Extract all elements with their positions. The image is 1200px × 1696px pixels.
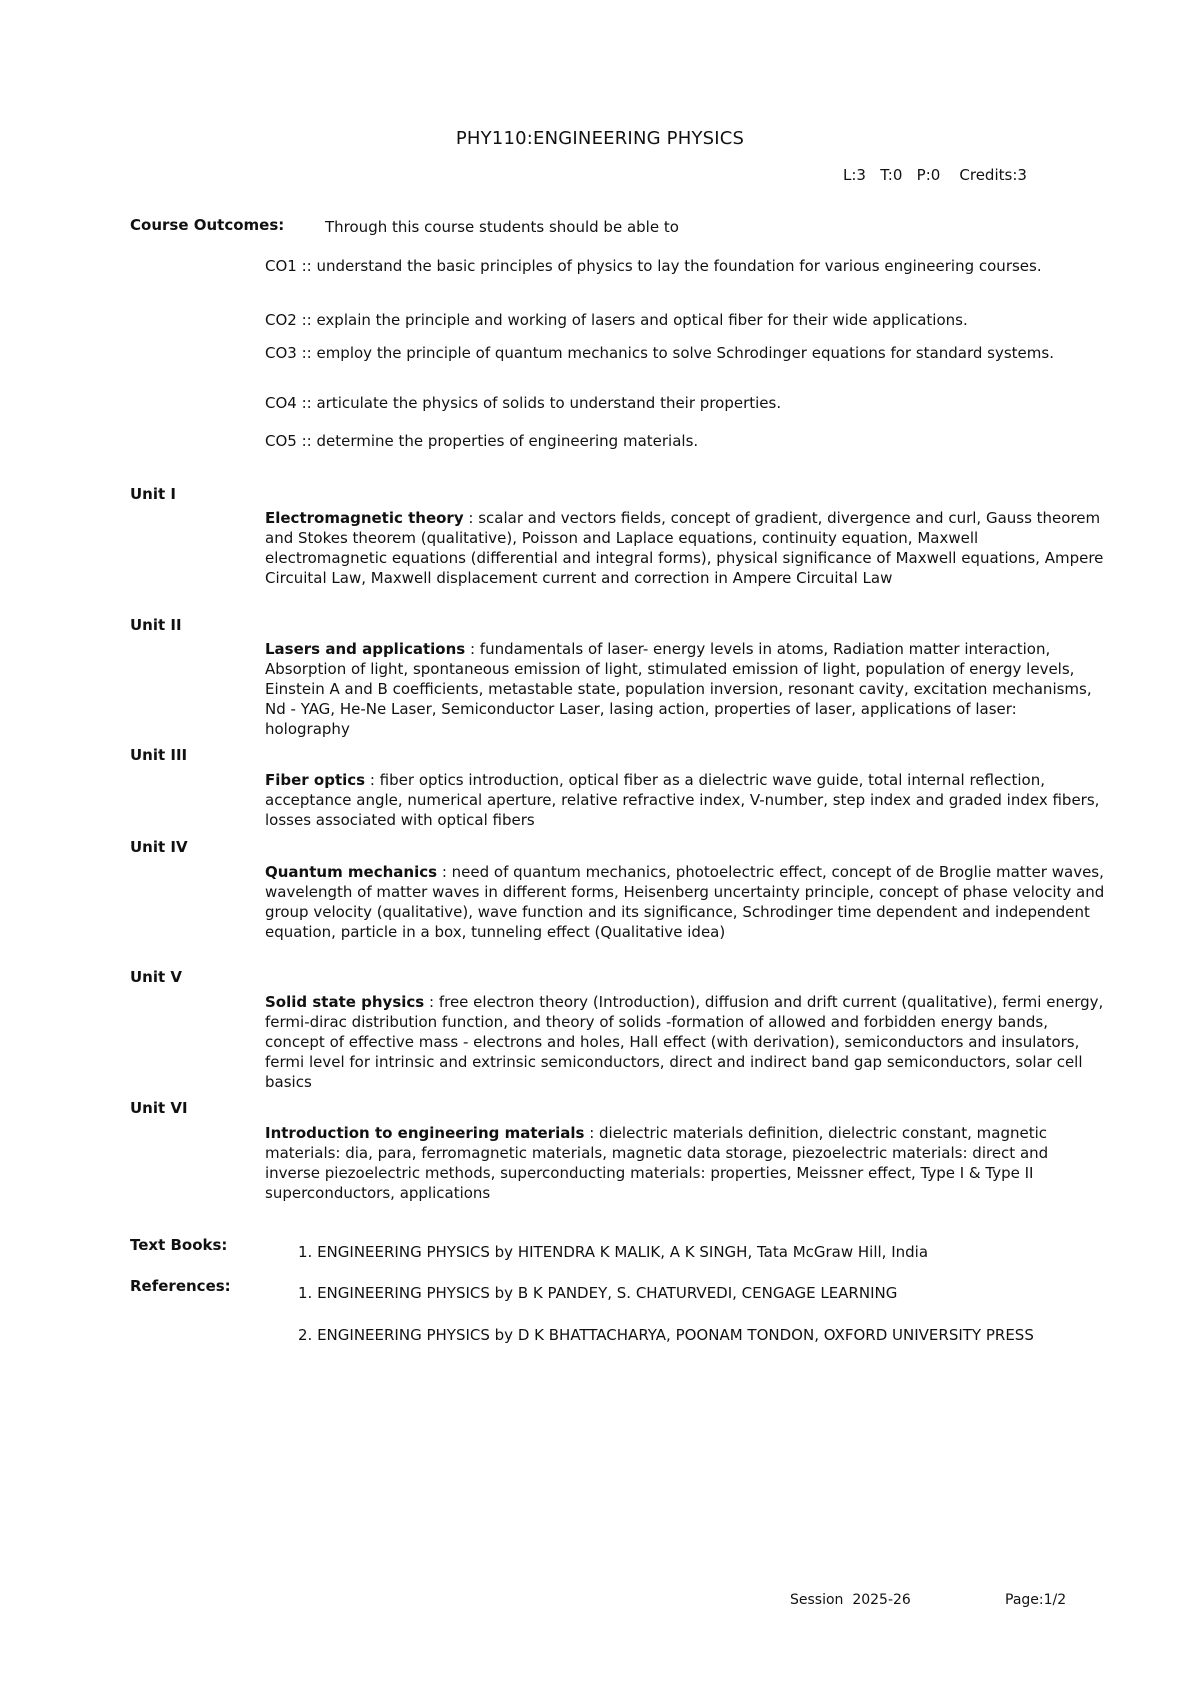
unit-description: : need of quantum mechanics, photoelectric effect, concept of de Broglie matter waves, wavelength of matter waves in different forms, Heisenberg uncertainty principle, concept of phase velocity and group velocity (qualitative), wave function and its significance, Schrodinger time dependent and independent equation, particle in a box, tunneling effect (Qualitative idea) xyxy=(265,863,1105,941)
unit-content xyxy=(265,770,1105,830)
unit-content xyxy=(265,862,1105,942)
unit-label: Unit I xyxy=(130,485,176,503)
unit-content xyxy=(265,1123,1105,1203)
course-outcome-4: CO4 :: articulate the physics of solids to understand their properties. xyxy=(265,394,782,412)
unit-label: Unit VI xyxy=(130,1099,188,1117)
unit-label: Unit V xyxy=(130,968,183,986)
unit-label: Unit IV xyxy=(130,838,188,856)
unit-content xyxy=(265,639,1105,739)
credits-line: L:3 T:0 P:0 Credits:3 xyxy=(843,166,1027,184)
course-outcomes-intro: Through this course students should be able to xyxy=(325,218,679,236)
unit-topic: Quantum mechanics xyxy=(265,863,438,881)
text-books-label: Text Books: xyxy=(130,1236,228,1254)
unit-description: : fundamentals of laser- energy levels in atoms, Radiation matter interaction, Absorption of light, spontaneous emission of light, stimulated emission of light, population of energy levels, Einstein A and B coefficients, metastable state, population inversion, resonant cavity, excitation mechanisms, Nd - YAG, He-Ne Laser, Semiconductor Laser, lasing action, properties of laser, applications of laser: holography xyxy=(265,640,1092,738)
unit-topic: Lasers and applications xyxy=(265,640,466,658)
unit-topic: Solid state physics xyxy=(265,993,425,1011)
text-book-item: 1. ENGINEERING PHYSICS by HITENDRA K MALIK, A K SINGH, Tata McGraw Hill, India xyxy=(298,1243,929,1261)
unit-label: Unit III xyxy=(130,746,188,764)
unit-content xyxy=(265,508,1105,588)
unit-topic: Introduction to engineering materials xyxy=(265,1124,585,1142)
course-outcome-2: CO2 :: explain the principle and working of lasers and optical fiber for their wide applications. xyxy=(265,311,968,329)
page-title: PHY110:ENGINEERING PHYSICS xyxy=(455,128,745,149)
course-outcomes-label: Course Outcomes: xyxy=(130,216,285,234)
course-outcome-5: CO5 :: determine the properties of engineering materials. xyxy=(265,432,699,450)
reference-item: 2. ENGINEERING PHYSICS by D K BHATTACHARYA, POONAM TONDON, OXFORD UNIVERSITY PRESS xyxy=(298,1326,1034,1344)
unit-description: : scalar and vectors fields, concept of gradient, divergence and curl, Gauss theorem and Stokes theorem (qualitative), Poisson and Laplace equations, continuity equation, Maxwell electromagnetic equations (differential and integral forms), physical significance of Maxwell equations, Ampere Circuital Law, Maxwell displacement current and correction in Ampere Circuital Law xyxy=(265,509,1104,587)
course-outcome-3: CO3 :: employ the principle of quantum mechanics to solve Schrodinger equations for standard systems. xyxy=(265,344,1054,362)
reference-item: 1. ENGINEERING PHYSICS by B K PANDEY, S. CHATURVEDI, CENGAGE LEARNING xyxy=(298,1284,898,1302)
unit-content xyxy=(265,992,1105,1092)
unit-description: : free electron theory (Introduction), diffusion and drift current (qualitative), fermi energy, fermi-dirac distribution function, and theory of solids -formation of allowed and forbidden energy bands, concept of effective mass - electrons and holes, Hall effect (with derivation), semiconductors and insulators, fermi level for intrinsic and extrinsic semiconductors, direct and indirect band gap semiconductors, solar cell basics xyxy=(265,993,1104,1091)
references-label: References: xyxy=(130,1277,231,1295)
unit-topic: Electromagnetic theory xyxy=(265,509,464,527)
unit-label: Unit II xyxy=(130,616,182,634)
unit-topic: Fiber optics xyxy=(265,771,366,789)
page-number: Page:1/2 xyxy=(1005,1592,1067,1608)
course-outcome-1: CO1 :: understand the basic principles of physics to lay the foundation for various engineering courses. xyxy=(265,257,1042,275)
unit-description: : fiber optics introduction, optical fiber as a dielectric wave guide, total internal reflection, acceptance angle, numerical aperture, relative refractive index, V-number, step index and graded index fibers, losses associated with optical fibers xyxy=(265,771,1100,829)
session-label: Session 2025-26 xyxy=(790,1592,911,1608)
unit-description: : dielectric materials definition, dielectric constant, magnetic materials: dia, para, ferromagnetic materials, magnetic data storage, piezoelectric materials: direct and inverse piezoelectric methods, superconducting materials: properties, Meissner effect, Type I & Type II superconductors, applications xyxy=(265,1124,1049,1202)
